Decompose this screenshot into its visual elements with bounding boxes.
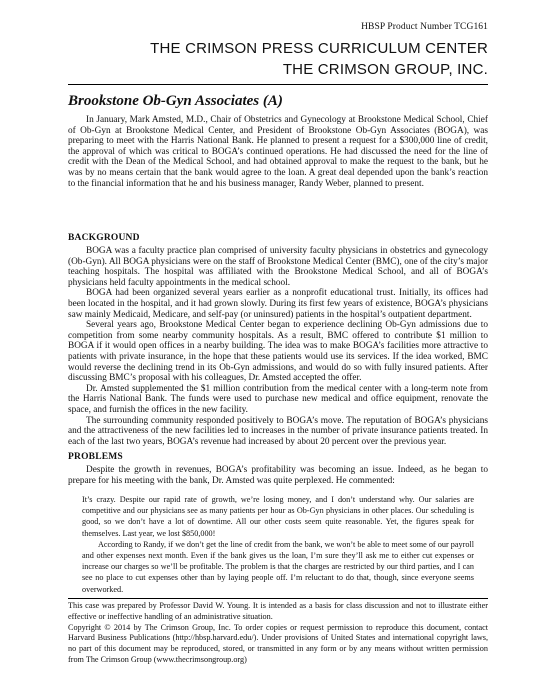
footer-notes xyxy=(68,601,488,666)
background-paragraph: Several years ago, Brookstone Medical Center began to experience declining Ob-Gyn admissions due to competition from some nearby community hospitals. As a result, BMC offered to contribute $1 million to BOGA if it would open offices in a nearby building. The idea was to make BOGA’s facilities more attractive to patients with private insurance, in the hope that these patients would use its services. If the idea worked, BMC would reverse the declining trend in its Ob-Gyn admissions, and would do so with fully insured patients. After discussing BMC’s proposal with his colleagues, Dr. Amsted accepted the offer. xyxy=(68,320,488,384)
intro-section xyxy=(68,115,488,189)
background-paragraph: BOGA had been organized several years earlier as a nonprofit educational trust. Initially, its offices had been located in the hospital, and it had grown slowly. During its first few years of existence, BOGA’s physicians saw mainly Medicaid, Medicare, and self-pay (or uninsured) patients in the hospital’s outpatient department. xyxy=(68,288,488,320)
center-name: THE CRIMSON PRESS CURRICULUM CENTER xyxy=(150,40,488,57)
header-rule xyxy=(68,84,488,85)
quote-paragraph: According to Randy, if we don’t get the line of credit from the bank, we won’t be able to meet some of our payroll and other expenses next month. Even if the bank gives us the loan, I’m sure they’ll ask me to either cut expenses or increase our charges so we’ll be profitable. The problem is that the charges are restricted by our third parties, and I can see no place to cut expenses other than by laying people off. I’m reluctant to do that, though, since everyone seems overworked. xyxy=(82,539,474,594)
background-heading: BACKGROUND xyxy=(68,233,140,243)
quote-paragraph: It’s crazy. Despite our rapid rate of growth, we’re losing money, and I don’t understand why. Our salaries are competitive and our physicians see as many patients per hour as Ob-Gyn physicians in other places. Our scheduling is good, so we don’t have a lot of downtime. All our other costs seem quite reasonable. Yet, the figures speak for themselves. Last year, we lost $850,000! xyxy=(82,495,474,538)
group-name: THE CRIMSON GROUP, INC. xyxy=(282,61,488,78)
footer-rule xyxy=(68,598,488,599)
background-paragraph: The surrounding community responded positively to BOGA’s move. The reputation of BOGA’s physicians and the attractiveness of the new facilities led to increases in the number of private insurance patients treated. In each of the last two years, BOGA’s revenue had increased by about 20 percent over the previous year. xyxy=(68,415,488,447)
copyright-note: Copyright © 2014 by The Crimson Group, Inc. To order copies or request permission to reproduce this document, contact Harvard Business Publications (http://hbsp.harvard.edu/). Under provisions of United States and international copyright laws, no part of this document may be reproduced, stored, or transmitted in any form or by any means without written permission from The Crimson Group (www.thecrimsongroup.org) xyxy=(68,622,488,664)
background-paragraph: Dr. Amsted supplemented the $1 million contribution from the medical center with a long-term note from the Harris National Bank. The funds were used to purchase new medical and office equipment, renovate the space, and furnish the offices in the new facility. xyxy=(68,383,488,415)
problems-section xyxy=(68,465,488,486)
background-paragraph: BOGA was a faculty practice plan comprised of university faculty physicians in obstetrics and gynecology (Ob-Gyn). All BOGA physicians were on the staff of Brookstone Medical Center (BMC), one of the city’s major teaching hospitals. The hospital was affiliated with the Brookstone Medical School, and all of BOGA’s physicians held faculty appointments in the medical school. xyxy=(68,246,488,288)
problems-heading: PROBLEMS xyxy=(68,452,123,462)
prepared-by-note: This case was prepared by Professor David W. Young. It is intended as a basis for class discussion and not to illustrate either effective or ineffective handling of an administrative situation. xyxy=(68,601,488,621)
intro-paragraph: In January, Mark Amsted, M.D., Chair of Obstetrics and Gynecology at Brookstone Medical School, Chief of Ob-Gyn at Brookstone Medical Center, and President of Brookstone Ob-Gyn Associates (BOGA), was preparing to meet with the Harris National Bank. He planned to present a request for a $300,000 line of credit, the approval of which was critical to BOGA’s continued operations. He had discussed the need for the line of credit with the Dean of the Medical School, and had obtained approval to make the request to the bank, but he was by no means certain that the bank would agree to the loan. A great deal depended upon the bank’s reaction to the financial information that he and his business manager, Randy Weber, planned to present. xyxy=(68,115,488,189)
problems-paragraph: Despite the growth in revenues, BOGA’s profitability was becoming an issue. Indeed, as he began to prepare for his meeting with the bank, Dr. Amsted was quite perplexed. He commented: xyxy=(68,465,488,486)
product-number: HBSP Product Number TCG161 xyxy=(361,22,488,32)
background-section xyxy=(68,246,488,447)
case-title: Brookstone Ob-Gyn Associates (A) xyxy=(68,93,283,109)
amsted-quote xyxy=(82,494,474,595)
